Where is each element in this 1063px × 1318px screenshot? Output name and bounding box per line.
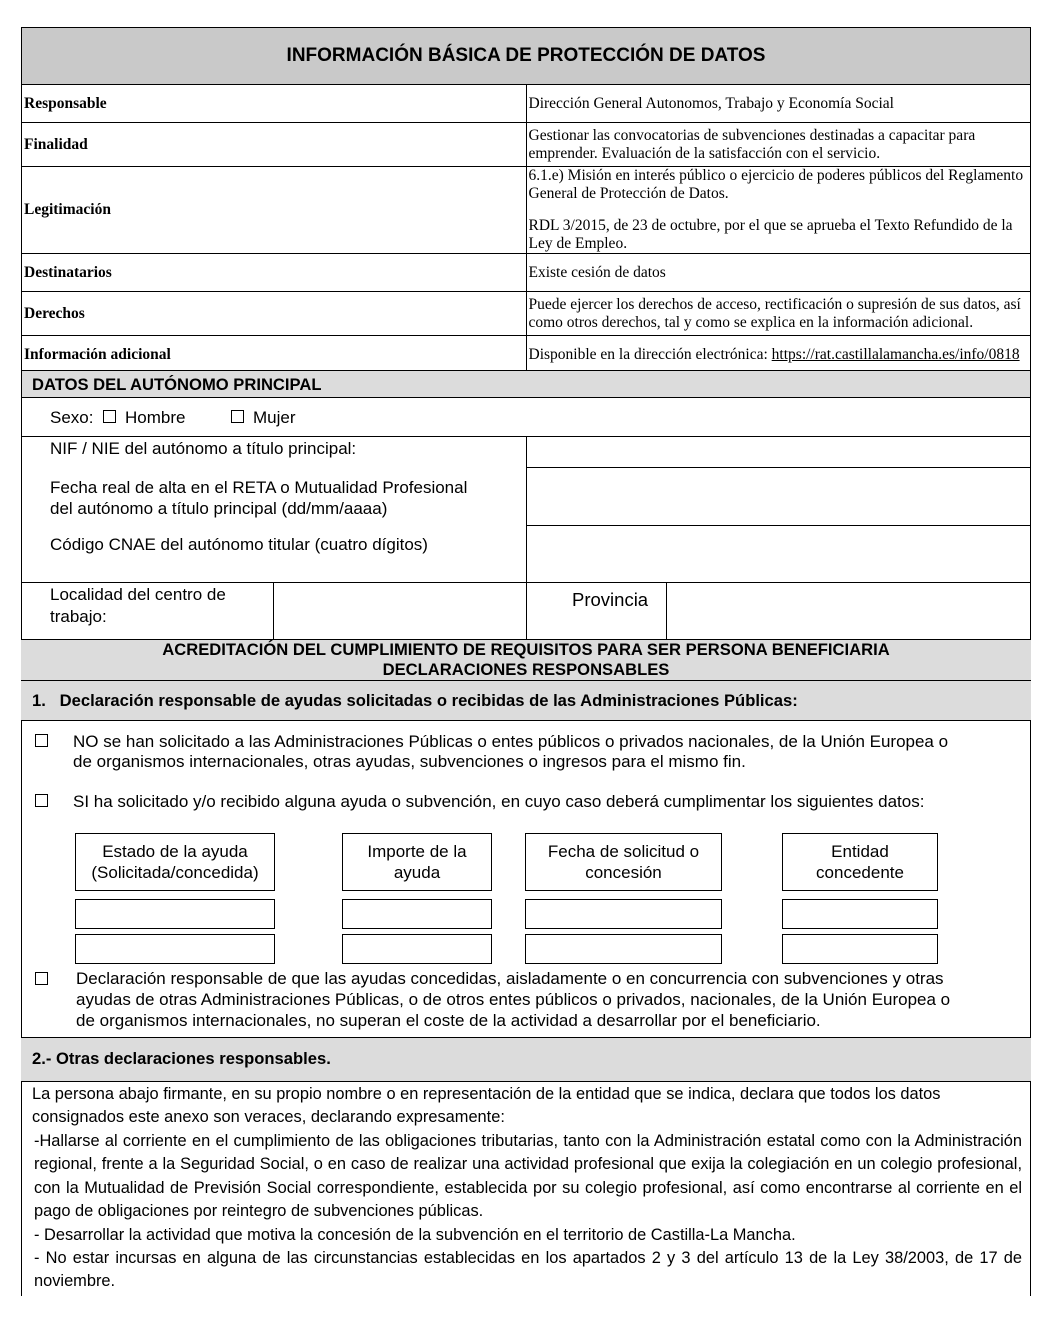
row-label-legitimacion: Legitimación xyxy=(22,167,527,254)
seccion2-intro: La persona abajo firmante, en su propio nombre o en representación de la entidad que se indica, declara que todos los datos consignados este anexo son veraces, declarando expresamente: xyxy=(32,1085,941,1127)
row-label-destinatarios: Destinatarios xyxy=(22,254,527,292)
si-ayudas-text: SI ha solicitado y/o recibido alguna ayuda o subvención, en cuyo caso deberá cumplimentar los siguientes datos: xyxy=(73,792,925,811)
col-estado-line2: (Solicitada/concedida) xyxy=(91,863,259,882)
col-estado-line1: Estado de la ayuda xyxy=(102,842,248,861)
estado-input-1[interactable] xyxy=(75,899,275,929)
row-label-finalidad: Finalidad xyxy=(22,123,527,167)
seccion2-item-ley: - No estar incursas en alguna de las circunstancias establecidas en los apartados 2 y 3 del artículo 13 de la Ley 38/2003, de 17 de noviembre. xyxy=(34,1249,1022,1291)
mujer-checkbox[interactable] xyxy=(231,410,244,423)
col-entidad-line2: concedente xyxy=(816,863,904,882)
nif-input[interactable] xyxy=(527,437,1030,467)
declaracion-coste-line2: ayudas de otras Administraciones Públicas, o de otros entes públicos o privados, nacionales, de la Unión Europea o xyxy=(76,990,951,1009)
info-adicional-text: Disponible en la dirección electrónica: xyxy=(528,345,772,363)
fecha-alta-input[interactable] xyxy=(527,468,1030,525)
table-row xyxy=(22,292,1031,336)
row-value-responsable: Dirección General Autonomos, Trabajo y Economía Social xyxy=(526,85,1031,123)
table-row xyxy=(22,254,1031,292)
legitimacion-text-2: RDL 3/2015, de 23 de octubre, por el que se aprueba el Texto Refundido de la Ley de Empleo. xyxy=(528,217,1013,252)
sexo-label: Sexo: xyxy=(50,408,94,427)
row-value-info-adicional xyxy=(526,336,1031,374)
no-ayudas-text-line1: NO se han solicitado a las Administraciones Públicas o entes públicos o privados nacionales, de la Unión Europea o xyxy=(73,732,949,751)
declaracion-coste-line1: Declaración responsable de que las ayudas concedidas, aisladamente o en concurrencia con subvenciones y otras xyxy=(76,969,944,988)
nif-label: NIF / NIE del autónomo a título principal: xyxy=(50,439,357,458)
fecha-input-2[interactable] xyxy=(525,934,722,964)
no-ayudas-checkbox[interactable] xyxy=(35,734,48,747)
col-entidad-line1: Entidad xyxy=(831,842,889,861)
legitimacion-text-1: 6.1.e) Misión en interés público o ejercicio de poderes públicos del Reglamento General de Protección de Datos. xyxy=(528,167,1024,202)
data-protection-table xyxy=(21,27,1031,374)
col-header-importe xyxy=(342,833,492,891)
col-fecha-line2: concesión xyxy=(585,863,662,882)
fecha-label-line2: del autónomo a título principal (dd/mm/aaaa) xyxy=(50,499,388,518)
declaracion-coste-checkbox[interactable] xyxy=(35,972,48,985)
row-label-info-adicional: Información adicional xyxy=(22,336,527,374)
seccion2-item-obligaciones: -Hallarse al corriente en el cumplimiento de las obligaciones tributarias, tanto con la Administración estatal como con la Administración regional, frente a la Seguridad Social, o en caso de realizar una actividad profesional que exija la colegiación en un colegio profesional, con la Mutualidad de Previsión Social correspondiente, establecida por su colegio profesional, así como encontrarse al corriente en el pago de obligaciones por reintegro de subvenciones públicas. xyxy=(34,1132,1022,1221)
row-value-legitimacion xyxy=(526,167,1031,254)
data-protection-title: INFORMACIÓN BÁSICA DE PROTECCIÓN DE DATOS xyxy=(22,28,1031,85)
hombre-checkbox[interactable] xyxy=(103,410,116,423)
row-value-derechos: Puede ejercer los derechos de acceso, rectificación o supresión de sus datos, así como otros derechos, tal y como se explica en la información adicional. xyxy=(526,292,1031,336)
autonomo-section-title: DATOS DEL AUTÓNOMO PRINCIPAL xyxy=(32,375,322,394)
seccion1-title: 1. Declaración responsable de ayudas solicitadas o recibidas de las Administraciones Públicas: xyxy=(32,691,798,710)
row-value-destinatarios: Existe cesión de datos xyxy=(526,254,1031,292)
acreditacion-title-line1: ACREDITACIÓN DEL CUMPLIMIENTO DE REQUISITOS PARA SER PERSONA BENEFICIARIA xyxy=(162,640,890,659)
hombre-label: Hombre xyxy=(125,408,186,427)
importe-input-2[interactable] xyxy=(342,934,492,964)
si-ayudas-checkbox[interactable] xyxy=(35,794,48,807)
table-row xyxy=(22,123,1031,167)
col-importe-line1: Importe de la xyxy=(367,842,467,861)
provincia-label: Provincia xyxy=(572,589,649,610)
provincia-input[interactable] xyxy=(667,583,1030,639)
importe-input-1[interactable] xyxy=(342,899,492,929)
col-importe-line2: ayuda xyxy=(393,863,441,882)
table-row xyxy=(22,167,1031,254)
col-header-entidad xyxy=(782,833,938,891)
row-value-finalidad: Gestionar las convocatorias de subvenciones destinadas a capacitar para emprender. Evaluación de la satisfacción con el servicio. xyxy=(526,123,1031,167)
col-header-fecha xyxy=(525,833,722,891)
entidad-input-1[interactable] xyxy=(782,899,938,929)
entidad-input-2[interactable] xyxy=(782,934,938,964)
localidad-label-line2: trabajo: xyxy=(50,607,107,626)
no-ayudas-text-line2: de organismos internacionales, otras ayudas, subvenciones o ingresos para el mismo fin. xyxy=(73,752,746,771)
fecha-input-1[interactable] xyxy=(525,899,722,929)
localidad-input[interactable] xyxy=(274,583,526,639)
col-header-estado xyxy=(75,833,275,891)
seccion2-title: 2.- Otras declaraciones responsables. xyxy=(32,1049,331,1068)
table-row xyxy=(22,336,1031,374)
row-label-responsable: Responsable xyxy=(22,85,527,123)
fecha-label-line1: Fecha real de alta en el RETA o Mutualidad Profesional xyxy=(50,478,468,497)
estado-input-2[interactable] xyxy=(75,934,275,964)
cnae-input[interactable] xyxy=(527,526,1030,582)
table-row xyxy=(22,85,1031,123)
declaracion-coste-line3: de organismos internacionales, no superan el coste de la actividad a desarrollar por el beneficiario. xyxy=(76,1011,821,1030)
mujer-label: Mujer xyxy=(253,408,296,427)
acreditacion-title-line2: DECLARACIONES RESPONSABLES xyxy=(382,660,670,679)
row-label-derechos: Derechos xyxy=(22,292,527,336)
info-adicional-link[interactable]: https://rat.castillalamancha.es/info/0818 xyxy=(771,345,1020,363)
cnae-label: Código CNAE del autónomo titular (cuatro dígitos) xyxy=(50,535,428,554)
seccion2-item-actividad: - Desarrollar la actividad que motiva la concesión de la subvención en el territorio de Castilla-La Mancha. xyxy=(34,1226,796,1244)
localidad-label-line1: Localidad del centro de xyxy=(50,585,226,604)
col-fecha-line1: Fecha de solicitud o xyxy=(547,842,700,861)
